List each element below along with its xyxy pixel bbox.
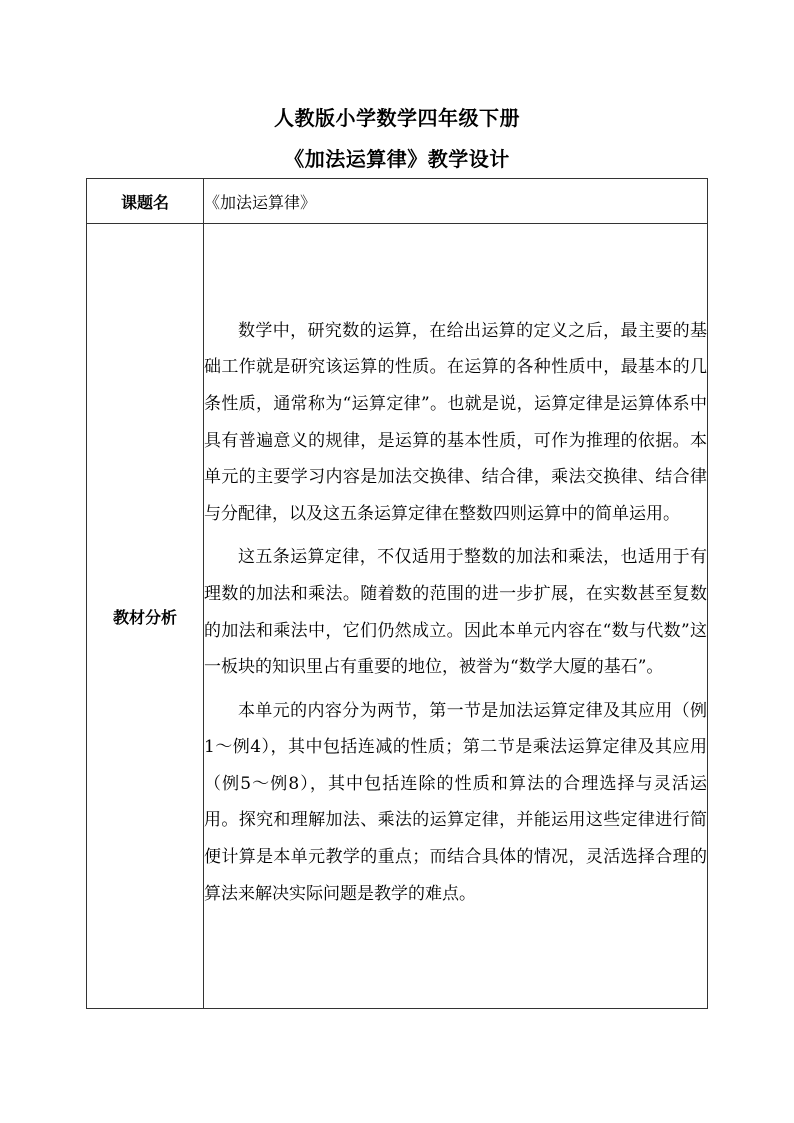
- analysis-paragraph-3: 本单元的内容分为两节，第一节是加法运算定律及其应用（例1～例4），其中包括连减的性质；第二节是乘法运算定律及其应用（例5～例8），其中包括连除的性质和算法的合理选择与灵活运用。探究和理解加法、乘法的运算定律，并能运用这些定律进行简便计算是本单元教学的重点；而结合具体的情况，灵活选择合理的算法来解决实际问题是教学的难点。: [204, 700, 707, 904]
- lesson-design-table: [86, 178, 708, 1009]
- topic-value: 《加法运算律》: [204, 179, 708, 224]
- analysis-paragraph-1: 数学中，研究数的运算，在给出运算的定义之后，最主要的基础工作就是研究该运算的性质。在运算的各种性质中，最基本的几条性质，通常称为“运算定律”。也就是说，运算定律是运算体系中具有普遍意义的规律，是运算的基本性质，可作为推理的依据。本单元的主要学习内容是加法交换律、结合律，乘法交换律、结合律与分配律，以及这五条运算定律在整数四则运算中的简单运用。: [204, 320, 707, 524]
- textbook-analysis-content: [204, 224, 708, 1009]
- table-row-textbook-analysis: [87, 224, 708, 1009]
- textbook-analysis-label: 教材分析: [87, 224, 204, 1009]
- topic-label: 课题名: [87, 179, 204, 224]
- document-title: 人教版小学数学四年级下册: [274, 106, 520, 130]
- document-subtitle: 《加法运算律》教学设计: [284, 147, 510, 171]
- table-row-topic: [87, 179, 708, 224]
- analysis-paragraph-2: 这五条运算定律，不仅适用于整数的加法和乘法，也适用于有理数的加法和乘法。随着数的范围的进一步扩展，在实数甚至复数的加法和乘法中，它们仍然成立。因此本单元内容在“数与代数”这一板块的知识里占有重要的地位，被誉为“数学大厦的基石”。: [204, 547, 707, 678]
